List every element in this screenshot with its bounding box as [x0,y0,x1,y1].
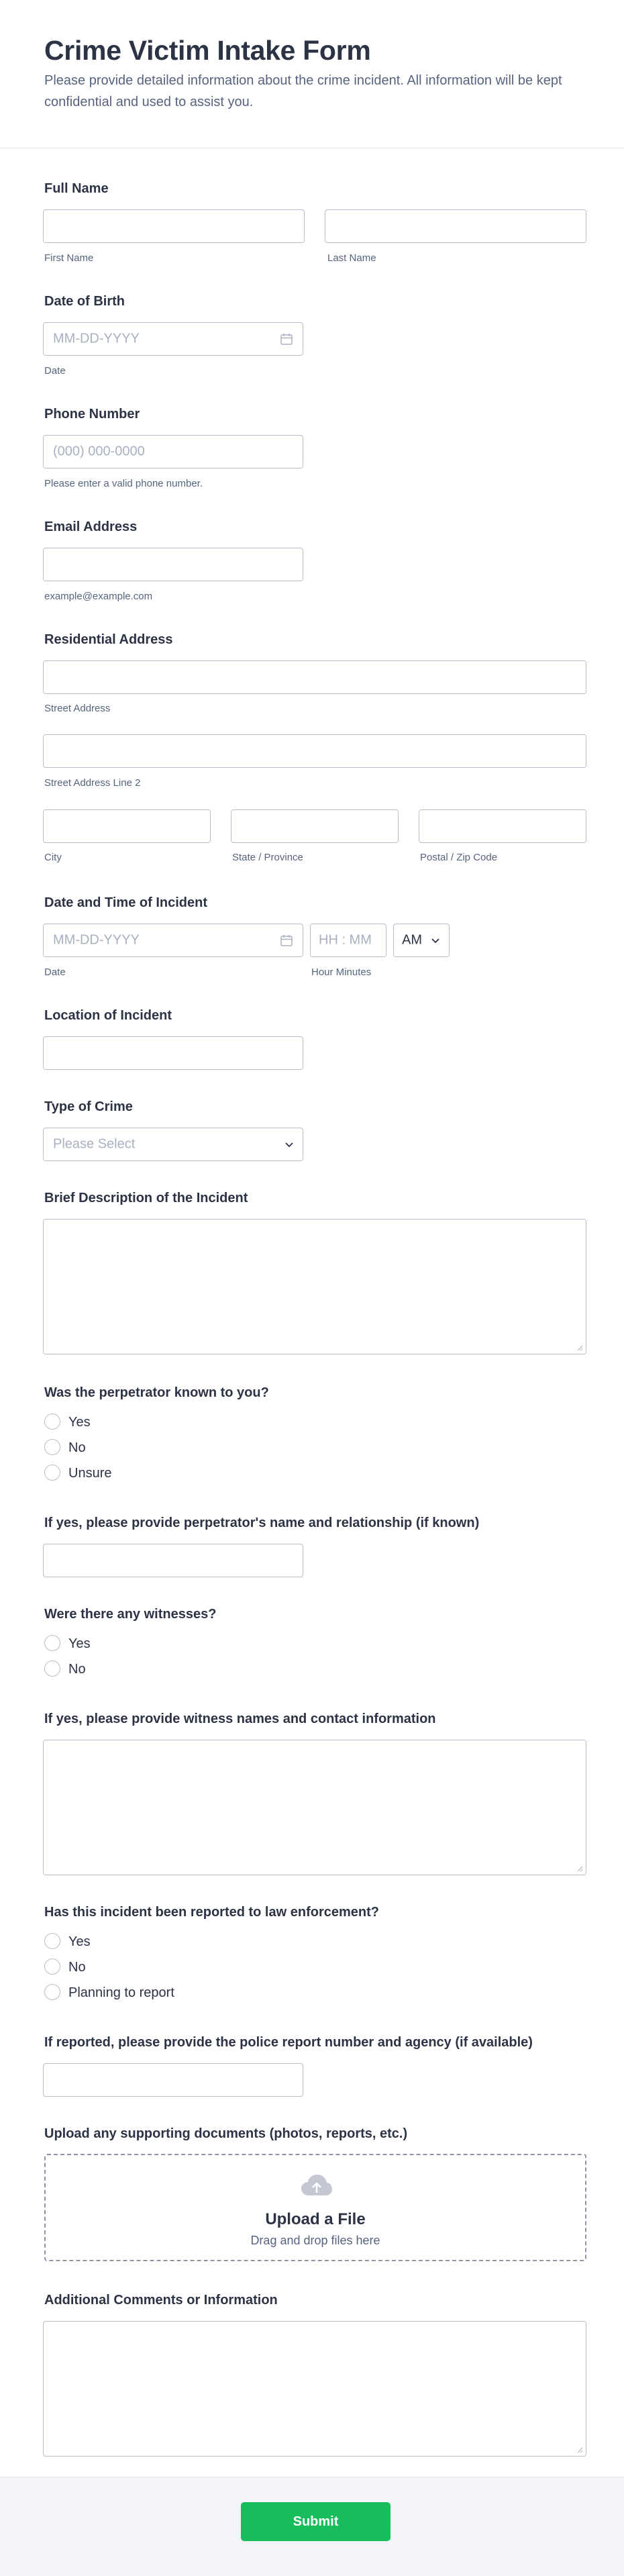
incident-time-input[interactable] [310,924,386,957]
dob-input[interactable] [43,322,303,356]
street-address-2-input[interactable] [43,734,586,768]
city-sublabel: City [44,852,62,863]
dob-sublabel: Date [44,365,66,377]
comments-textarea[interactable] [43,2321,586,2457]
phone-label: Phone Number [44,407,140,422]
dob-label: Date of Birth [44,294,125,309]
email-sublabel: example@example.com [44,591,153,602]
perpetrator-info-label: If yes, please provide perpetrator's name and relationship (if known) [44,1516,480,1530]
description-label: Brief Description of the Incident [44,1191,248,1205]
submit-button[interactable]: Submit [241,2502,391,2541]
upload-title: Upload a File [265,2210,366,2228]
first-name-input[interactable] [43,209,305,243]
ampm-value: AM [402,932,422,948]
last-name-input[interactable] [325,209,586,243]
radio-label: Yes [68,1934,91,1949]
crime-type-placeholder: Please Select [53,1136,136,1152]
radio-button[interactable] [44,1635,60,1651]
radio-button[interactable] [44,1465,60,1481]
phone-sublabel: Please enter a valid phone number. [44,478,203,489]
crime-type-select[interactable] [43,1128,303,1161]
radio-label: Yes [68,1415,91,1430]
phone-input[interactable] [43,435,303,468]
incident-time-sublabel: Hour Minutes [311,967,372,978]
radio-button[interactable] [44,1984,60,2000]
page-title: Crime Victim Intake Form [44,35,371,66]
incident-date-input[interactable] [43,924,303,957]
address-label: Residential Address [44,632,173,647]
zip-input[interactable] [419,809,586,843]
upload-label: Upload any supporting documents (photos, reports, etc.) [44,2126,408,2141]
last-name-sublabel: Last Name [327,252,376,264]
zip-sublabel: Postal / Zip Code [420,852,498,863]
radio-button[interactable] [44,1414,60,1430]
street-address-input[interactable] [43,660,586,694]
radio-button[interactable] [44,1959,60,1975]
location-label: Location of Incident [44,1008,172,1023]
radio-button[interactable] [44,1661,60,1677]
calendar-icon[interactable] [280,934,293,947]
page-subtitle: Please provide detailed information about the crime incident. All information will be kept confidential and used to assist you. [44,73,562,109]
witnesses-label: Were there any witnesses? [44,1607,217,1622]
police-report-label: If reported, please provide the police report number and agency (if available) [44,2035,533,2050]
cloud-upload-icon [300,2173,333,2199]
incident-date-sublabel: Date [44,967,66,978]
upload-subtitle: Drag and drop files here [250,2234,380,2247]
reported-label: Has this incident been reported to law enforcement? [44,1905,379,1920]
state-sublabel: State / Province [232,852,303,863]
email-label: Email Address [44,519,138,534]
state-input[interactable] [231,809,399,843]
phone-placeholder: (000) 000-0000 [53,444,145,459]
city-input[interactable] [43,809,211,843]
witness-info-label: If yes, please provide witness names and contact information [44,1712,436,1726]
radio-label: Unsure [68,1466,112,1481]
comments-label: Additional Comments or Information [44,2293,278,2308]
ampm-select[interactable] [393,924,450,957]
form-header [0,0,624,148]
resize-handle-icon[interactable] [576,1344,583,1351]
incident-datetime-label: Date and Time of Incident [44,895,207,910]
chevron-down-icon [430,935,441,946]
radio-button[interactable] [44,1439,60,1455]
email-input[interactable] [43,548,303,581]
radio-label: Planning to report [68,1985,174,2000]
incident-date-placeholder: MM-DD-YYYY [53,932,140,948]
resize-handle-icon[interactable] [576,1865,583,1872]
location-input[interactable] [43,1036,303,1070]
resize-handle-icon[interactable] [576,2446,583,2453]
crime-type-label: Type of Crime [44,1099,133,1114]
full-name-label: Full Name [44,181,109,196]
perpetrator-known-label: Was the perpetrator known to you? [44,1385,269,1400]
file-upload-dropzone[interactable] [44,2154,586,2261]
radio-label: Yes [68,1636,91,1651]
radio-label: No [68,1440,86,1455]
form-footer [0,2477,624,2576]
chevron-down-icon [284,1139,295,1150]
street-address-2-sublabel: Street Address Line 2 [44,777,141,789]
witness-info-textarea[interactable] [43,1740,586,1875]
calendar-icon[interactable] [280,332,293,346]
first-name-sublabel: First Name [44,252,94,264]
police-report-input[interactable] [43,2063,303,2097]
incident-time-placeholder: HH : MM [319,932,372,948]
perpetrator-info-input[interactable] [43,1544,303,1577]
dob-placeholder: MM-DD-YYYY [53,331,140,346]
radio-label: No [68,1662,86,1677]
radio-label: No [68,1960,86,1975]
street-address-sublabel: Street Address [44,703,111,714]
radio-button[interactable] [44,1933,60,1949]
description-textarea[interactable] [43,1219,586,1354]
